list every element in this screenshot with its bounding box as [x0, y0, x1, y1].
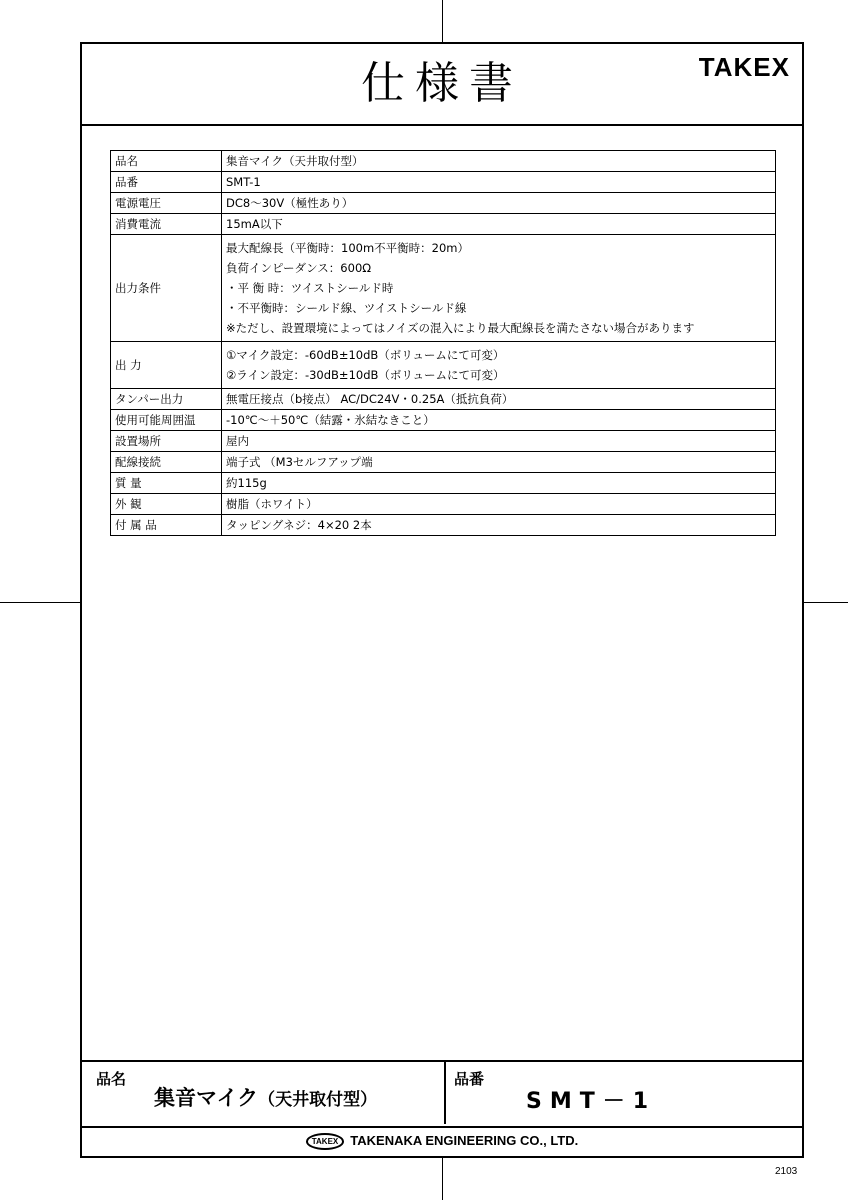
crop-mark-left: [0, 602, 80, 603]
spec-row: [111, 235, 776, 342]
spec-value-line: 最大配線長（平衡時：100m不平衡時：20m）: [226, 241, 469, 255]
footer-number-label: 品番: [454, 1070, 485, 1088]
spec-value-line: 15mA以下: [226, 217, 283, 231]
spec-value-line: 無電圧接点（b接点） AC/DC24V・0.25A（抵抗負荷）: [226, 392, 514, 406]
spec-row: [111, 410, 776, 431]
document-frame: [80, 42, 804, 1158]
spec-value-line: タッピングネジ：4×20 2本: [226, 518, 372, 532]
spec-label: 質 量: [111, 473, 222, 494]
spec-row: [111, 452, 776, 473]
spec-value-line: ※ただし、設置環境によってはノイズの混入により最大配線長を満たさない場合があります: [226, 321, 695, 335]
footer-name-main: 集音マイク: [154, 1086, 259, 1110]
spec-row: [111, 342, 776, 389]
spec-value-line: 端子式 （M3セルフアップ端: [226, 455, 373, 469]
spec-label: 使用可能周囲温: [111, 410, 222, 431]
document-code: 2103: [775, 1166, 798, 1177]
crop-mark-top: [442, 0, 443, 42]
crop-mark-right: [804, 602, 848, 603]
spec-table: [110, 150, 776, 536]
spec-value-line: ②ライン設定：-30dB±10dB（ボリュームにて可変）: [226, 368, 505, 382]
spec-label: 設置場所: [111, 431, 222, 452]
spec-value: [222, 515, 776, 536]
crop-mark-bottom: [442, 1158, 443, 1200]
spec-value: [222, 235, 776, 342]
footer-product-box: [82, 1060, 802, 1128]
spec-value-line: 屋内: [226, 434, 249, 448]
spec-row: [111, 473, 776, 494]
footer-name-label: 品名: [96, 1070, 127, 1088]
spec-row: [111, 193, 776, 214]
spec-value-line: ①マイク設定：-60dB±10dB（ボリュームにて可変）: [226, 348, 505, 362]
company-footer: [82, 1124, 802, 1158]
spec-value: [222, 214, 776, 235]
company-logo: TAKEX: [306, 1133, 345, 1150]
spec-label: 配線接続: [111, 452, 222, 473]
spec-label: タンパー出力: [111, 389, 222, 410]
spec-value: [222, 473, 776, 494]
spec-label: 電源電圧: [111, 193, 222, 214]
spec-row: [111, 172, 776, 193]
spec-label: 消費電流: [111, 214, 222, 235]
spec-value-line: -10℃～＋50℃（結露・氷結なきこと）: [226, 413, 435, 427]
spec-row: [111, 151, 776, 172]
spec-value: [222, 193, 776, 214]
brand-logo-text: TAKEX: [698, 52, 790, 82]
spec-row: [111, 515, 776, 536]
spec-value-line: 約115g: [226, 476, 267, 490]
spec-row: [111, 389, 776, 410]
spec-value-line: ・平 衡 時：ツイストシールド時: [226, 281, 394, 295]
footer-number-value: SMT－1: [526, 1089, 657, 1114]
spec-value-line: 樹脂（ホワイト）: [226, 497, 318, 511]
spec-value: [222, 494, 776, 515]
spec-value: [222, 410, 776, 431]
spec-row: [111, 431, 776, 452]
spec-value-line: 負荷インピーダンス：600Ω: [226, 261, 372, 275]
document-title: 仕様書: [361, 58, 523, 109]
spec-value: [222, 342, 776, 389]
document-header: [82, 44, 802, 126]
spec-row: [111, 494, 776, 515]
footer-divider: [444, 1062, 446, 1124]
company-name: TAKENAKA ENGINEERING CO., LTD.: [350, 1133, 579, 1148]
spec-value-line: ・不平衡時：シールド線、ツイストシールド線: [226, 301, 467, 315]
spec-table-body: [111, 151, 776, 536]
spec-label: 外 観: [111, 494, 222, 515]
footer-name-paren: （天井取付型）: [258, 1090, 378, 1110]
spec-value: [222, 151, 776, 172]
spec-row: [111, 214, 776, 235]
spec-label: 出 力: [111, 342, 222, 389]
spec-label: 付 属 品: [111, 515, 222, 536]
spec-label: 品名: [111, 151, 222, 172]
spec-label: 出力条件: [111, 235, 222, 342]
footer-name-value: [154, 1082, 377, 1112]
spec-value: [222, 389, 776, 410]
spec-value: [222, 452, 776, 473]
spec-label: 品番: [111, 172, 222, 193]
spec-value: [222, 172, 776, 193]
spec-value: [222, 431, 776, 452]
spec-value-line: SMT-1: [226, 175, 261, 189]
spec-value-line: DC8～30V（極性あり）: [226, 196, 354, 210]
spec-value-line: 集音マイク（天井取付型）: [226, 154, 364, 168]
